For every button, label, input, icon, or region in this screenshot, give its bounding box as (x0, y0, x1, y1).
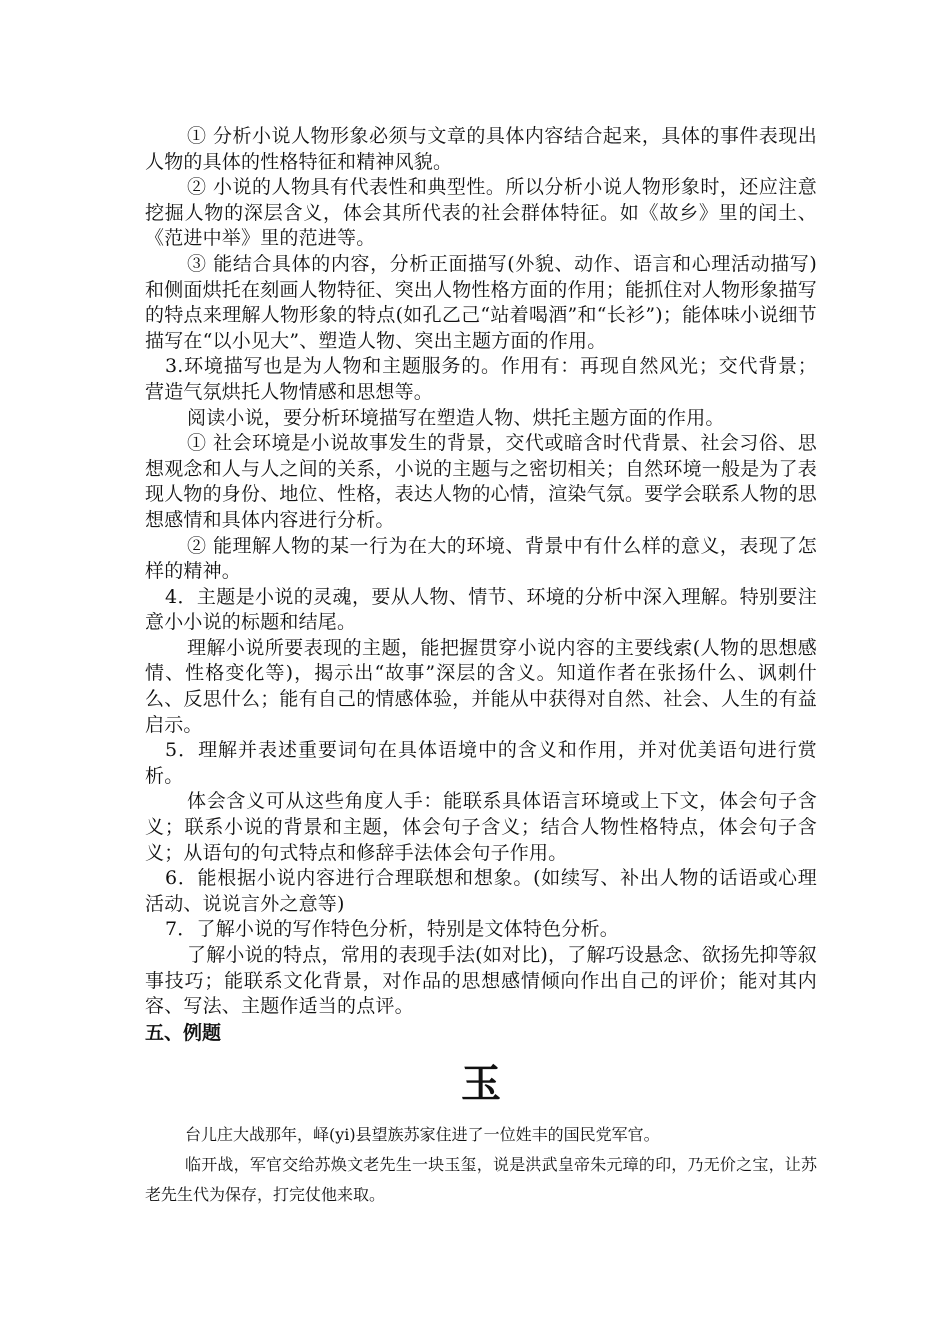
paragraph: 5．理解并表述重要词句在具体语境中的含义和作用，并对优美语句进行赏析。 (145, 739, 817, 787)
paragraph: 4．主题是小说的灵魂，要从人物、情节、环境的分析中深入理解。特别要注意小小说的标题和结尾。 (145, 585, 817, 634)
paragraph-list (145, 124, 817, 1020)
section-heading: 五、例题 (145, 1021, 222, 1044)
paragraph: 了解小说的特点，常用的表现手法(如对比)，了解巧设悬念、欲扬先抑等叙事技巧；能联系文化背景，对作品的思想感情倾向作出自己的评价；能对其内容、写法、主题作适当的点评。 (145, 944, 817, 1018)
paragraph: 7．了解小说的写作特色分析，特别是文体特色分析。 (165, 918, 619, 941)
paragraph: 体会含义可从这些角度人手：能联系具体语言环境或上下文，体会句子含义；联系小说的背景和主题，体会句子含义；结合人物性格特点，体会句子含义；从语句的句式特点和修辞手法体会句子作用。 (145, 790, 817, 864)
paragraph: ① 分析小说人物形象必须与文章的具体内容结合起来，具体的事件表现出人物的具体的性格特征和精神风貌。 (145, 125, 817, 173)
story-text (145, 1120, 817, 1210)
paragraph: 6．能根据小说内容进行合理联想和想象。(如续写、补出人物的话语或心理活动、说说言外之意等) (145, 867, 817, 915)
story-paragraph: 临开战，军官交给苏焕文老先生一块玉玺，说是洪武皇帝朱元璋的印，乃无价之宝，让苏老先生代为保存，打完仗他来取。 (145, 1154, 817, 1204)
paragraph: ② 小说的人物具有代表性和典型性。所以分析小说人物形象时，还应注意挖掘人物的深层含义，体会其所代表的社会群体特征。如《故乡》里的闰土、《范进中举》里的范进等。 (145, 176, 817, 250)
story-paragraph: 台儿庄大战那年，峄(yi)县望族苏家住进了一位姓丰的国民党军官。 (185, 1124, 660, 1144)
paragraph: 理解小说所要表现的主题，能把握贯穿小说内容的主要线索(人物的思想感情、性格变化等)，揭示出“故事”深层的含义。知道作者在张扬什么、讽刺什么、反思什么；能有自己的情感体验，并能从中获得对自然、社会、人生的有益启示。 (145, 636, 818, 736)
paragraph: 阅读小说，要分析环境描写在塑造人物、烘托主题方面的作用。 (187, 406, 725, 429)
story-title: 玉 (461, 1059, 501, 1107)
paragraph: ③ 能结合具体的内容，分析正面描写(外貌、动作、语言和心理活动描写)和侧面烘托在刻画人物特征、突出人物性格方面的作用；能抓住对人物形象描写的特点来理解人物形象的特点(如孔乙己“站着喝酒”和“长衫”)；能体味小说细节描写在“以小见大”、塑造人物、突出主题方面的作用。 (145, 252, 818, 352)
paragraph: ② 能理解人物的某一行为在大的环境、背景中有什么样的意义，表现了怎样的精神。 (145, 534, 817, 583)
paragraph: 3.环境描写也是为人物和主题服务的。作用有：再现自然风光；交代背景；营造气氛烘托人物情感和思想等。 (145, 355, 817, 403)
document-body (145, 124, 817, 1210)
paragraph: ① 社会环境是小说故事发生的背景，交代或暗含时代背景、社会习俗、思想观念和人与人之间的关系，小说的主题与之密切相关；自然环境一般是为了表现人物的身份、地位、性格，表达人物的心情，渲染气氛。要学会联系人物的思想感情和具体内容进行分析。 (145, 432, 818, 531)
